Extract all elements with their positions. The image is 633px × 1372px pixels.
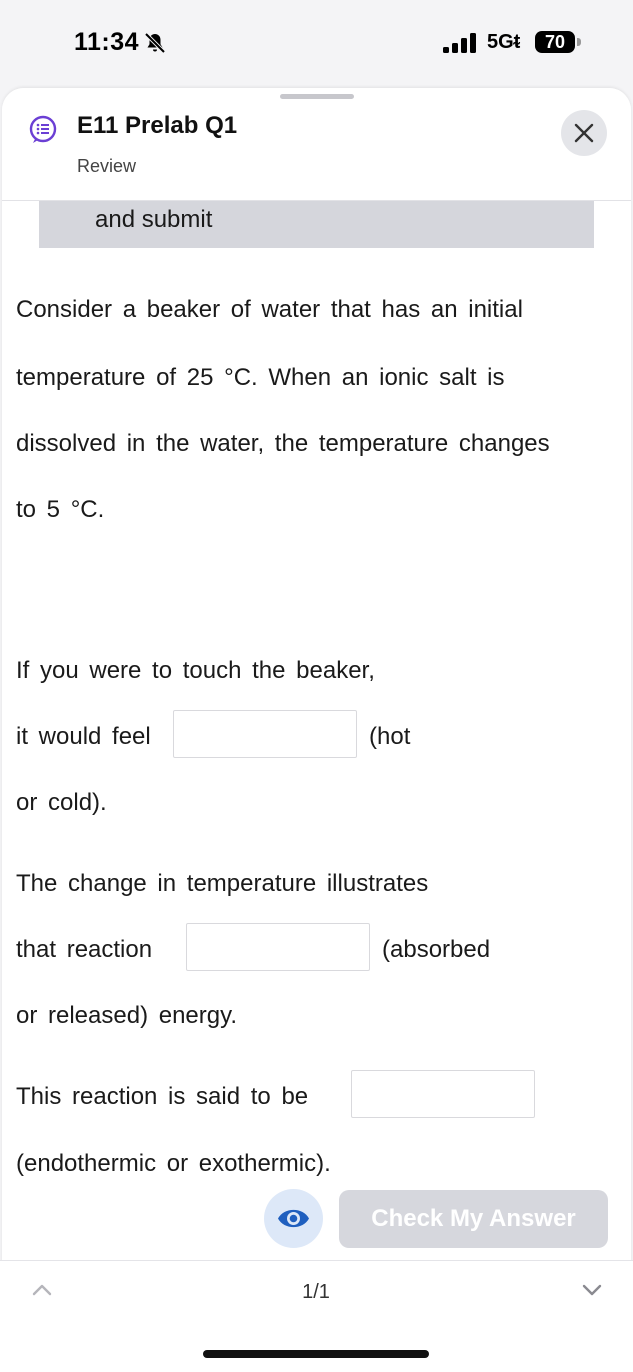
close-button[interactable]: [561, 110, 607, 156]
q1-line-3: or cold).: [16, 789, 107, 816]
page-subtitle: Review: [77, 156, 137, 176]
hot-cold-input[interactable]: [173, 710, 357, 758]
q2-line-1: The change in temperature illustrates: [16, 870, 429, 897]
absorbed-released-input[interactable]: [186, 923, 370, 971]
previous-question-button[interactable]: [28, 1279, 56, 1301]
intro-line-2: temperature of 25 °C. When an ionic salt is: [16, 364, 505, 391]
chevron-down-icon: [578, 1279, 606, 1301]
page-indicator: 1/1: [302, 1281, 330, 1303]
question-sheet: [2, 88, 631, 1371]
intro-line-1: Consider a beaker of water that has an initial: [16, 296, 523, 323]
endothermic-exothermic-input[interactable]: [351, 1070, 535, 1118]
intro-line-4: to 5 °C.: [16, 496, 105, 523]
check-answer-button[interactable]: Check My Answer: [339, 1190, 608, 1248]
home-indicator: [203, 1350, 429, 1358]
q3-before-text: This reaction is said to be: [16, 1083, 309, 1110]
q3-line-2: (endothermic or exothermic).: [16, 1150, 331, 1177]
q2-before-text: that reaction: [16, 936, 153, 963]
network-label: 5Gᵵ: [487, 31, 521, 53]
battery-tip: [577, 38, 581, 46]
status-time: 11:34: [74, 28, 140, 56]
eye-icon: [276, 1205, 311, 1232]
signal-icon: [443, 33, 477, 53]
next-question-button[interactable]: [578, 1279, 606, 1301]
bottom-navigation: [0, 1260, 633, 1372]
bell-off-icon: [143, 31, 167, 55]
instruction-box: [39, 200, 594, 248]
q1-line-1: If you were to touch the beaker,: [16, 657, 375, 684]
battery-indicator: 70: [535, 31, 575, 53]
q2-line-3: or released) energy.: [16, 1002, 237, 1029]
page-title: E11 Prelab Q1: [77, 112, 238, 139]
close-icon: [574, 123, 594, 143]
sheet-header: [2, 88, 631, 201]
status-bar: [0, 0, 633, 88]
question-content: [2, 200, 631, 1260]
list-icon: [28, 114, 58, 144]
q1-before-text: it would feel: [16, 723, 151, 750]
q2-after-text: (absorbed: [382, 936, 491, 963]
q1-after-text: (hot: [369, 723, 411, 750]
instruction-text: and submit: [95, 206, 213, 233]
drag-handle[interactable]: [280, 94, 354, 99]
intro-line-3: dissolved in the water, the temperature changes: [16, 430, 550, 457]
reveal-answer-button[interactable]: [264, 1189, 323, 1248]
chevron-up-icon: [28, 1279, 56, 1301]
